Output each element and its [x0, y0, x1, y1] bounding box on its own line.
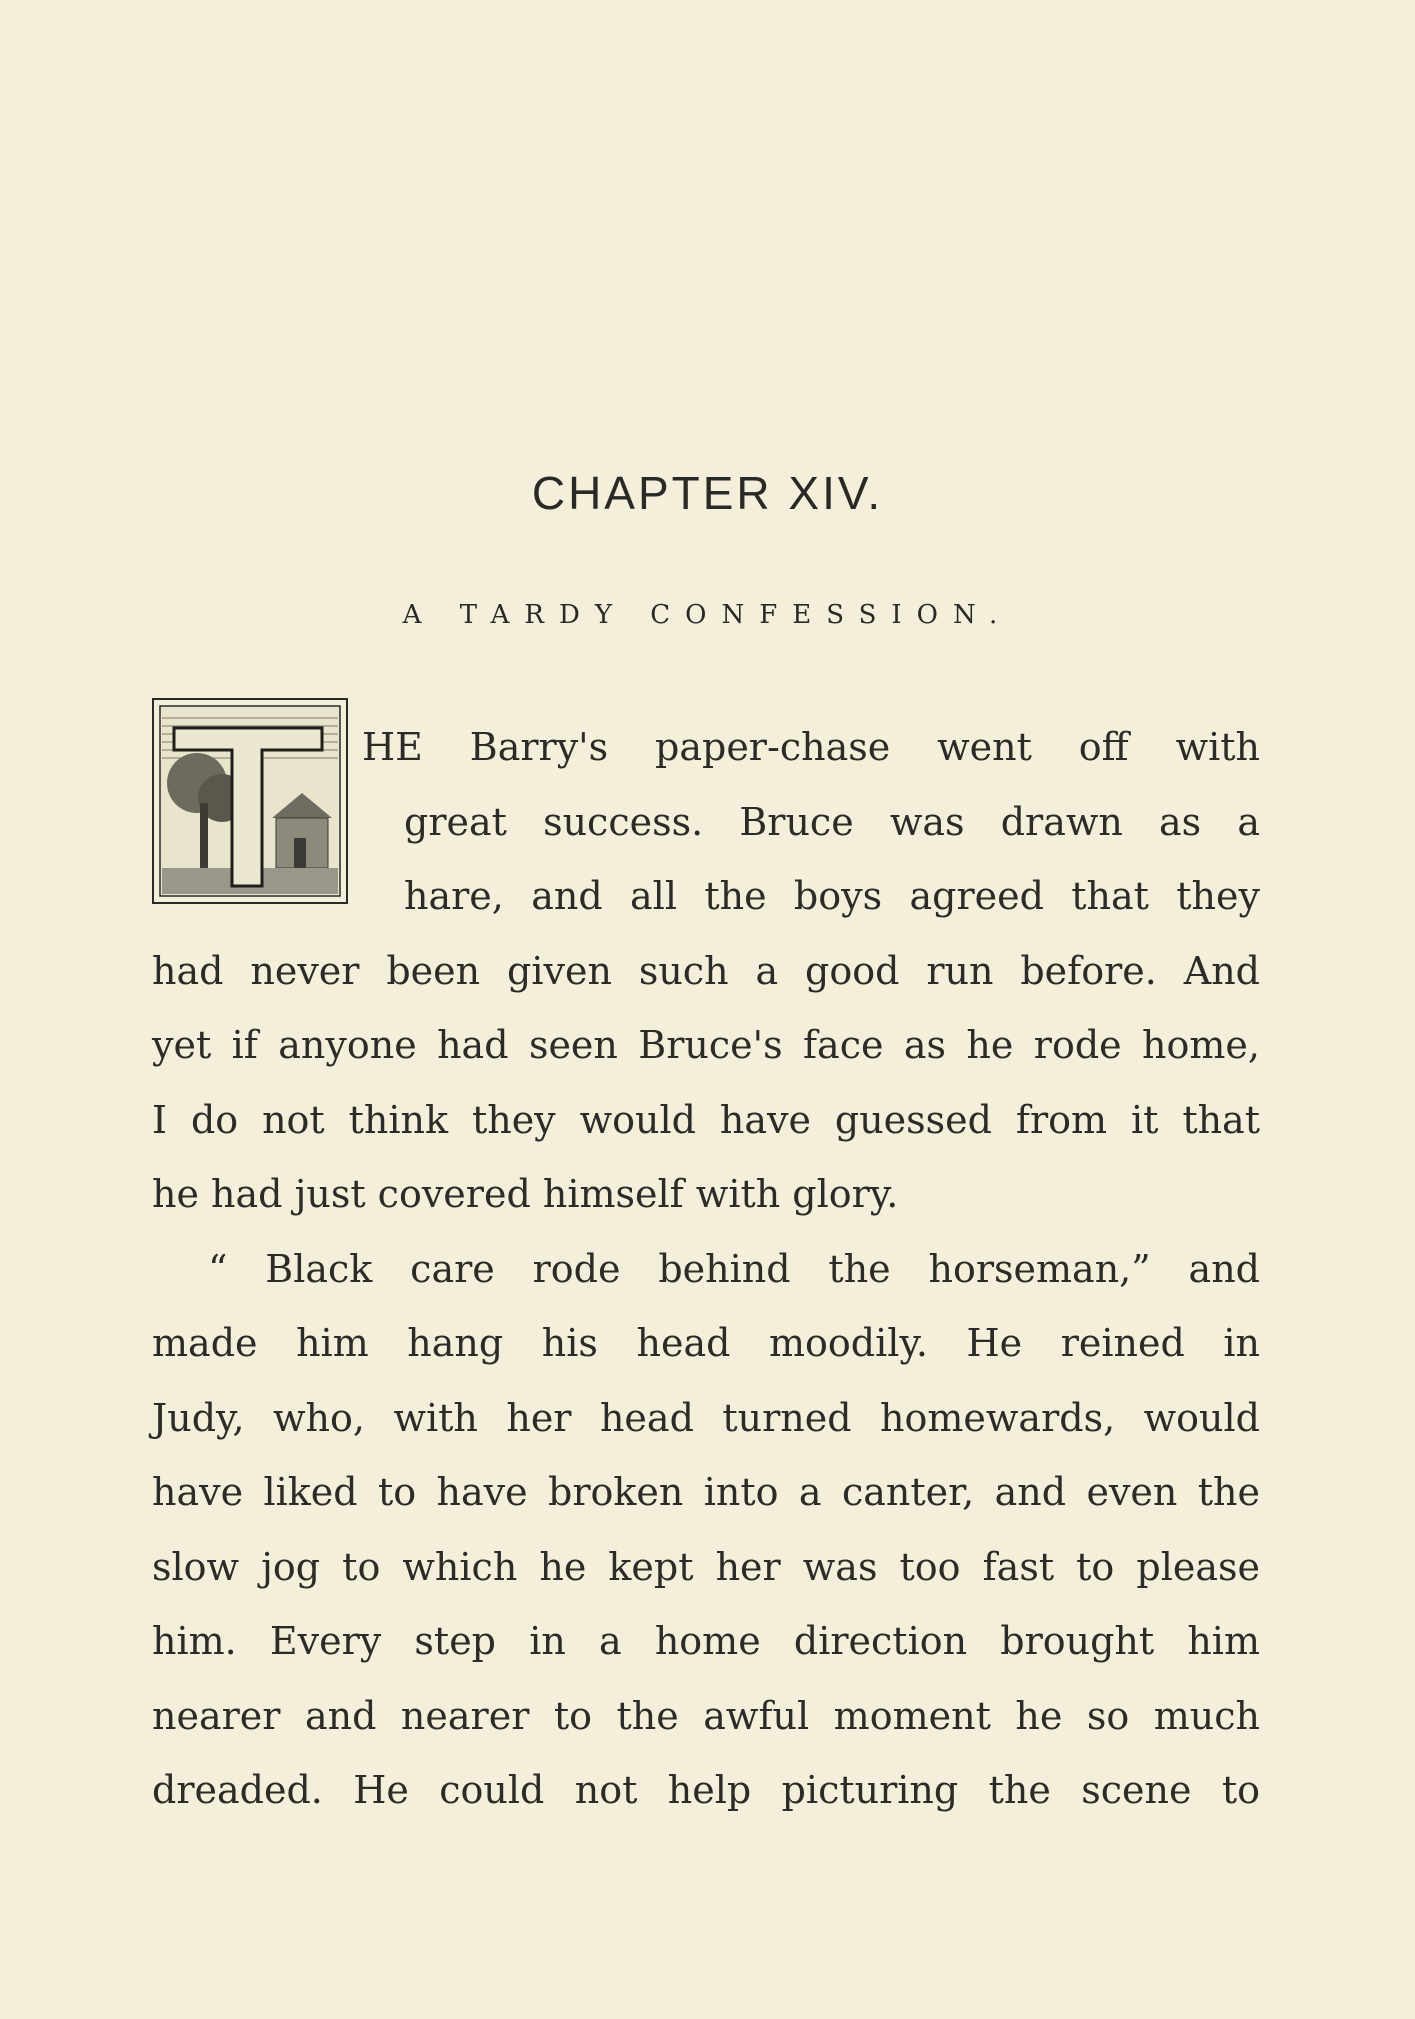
text-line: great success. Bruce was drawn as a: [404, 799, 1260, 844]
text-line: “ Black care rode behind the horseman,” and: [208, 1246, 1260, 1291]
text-line: had never been given such a good run before. And: [152, 948, 1260, 993]
text-line: he had just covered himself with glory.: [152, 1172, 899, 1216]
chapter-subtitle: A TARDY CONFESSION.: [402, 600, 1013, 630]
text-line: have liked to have broken into a canter, and even the: [152, 1470, 1260, 1514]
chapter-title: CHAPTER XIV.: [531, 467, 884, 519]
text-line: hare, and all the boys agreed that they: [404, 874, 1260, 918]
text-line: slow jog to which he kept her was too fast to please: [152, 1544, 1260, 1589]
body-text: [152, 710, 1260, 1828]
text-line: HE Barry's paper-chase went off with: [362, 725, 1260, 769]
text-line: yet if anyone had seen Bruce's face as he rode home,: [152, 1023, 1260, 1067]
text-line: him. Every step in a home direction brought him: [152, 1619, 1260, 1663]
text-line: Judy, who, with her head turned homewards, would: [152, 1395, 1260, 1440]
text-line: made him hang his head moodily. He reined in: [152, 1321, 1260, 1365]
text-line: nearer and nearer to the awful moment he so much: [152, 1693, 1260, 1738]
text-line: I do not think they would have guessed from it that: [152, 1097, 1260, 1142]
text-line: dreaded. He could not help picturing the scene to: [152, 1768, 1260, 1812]
